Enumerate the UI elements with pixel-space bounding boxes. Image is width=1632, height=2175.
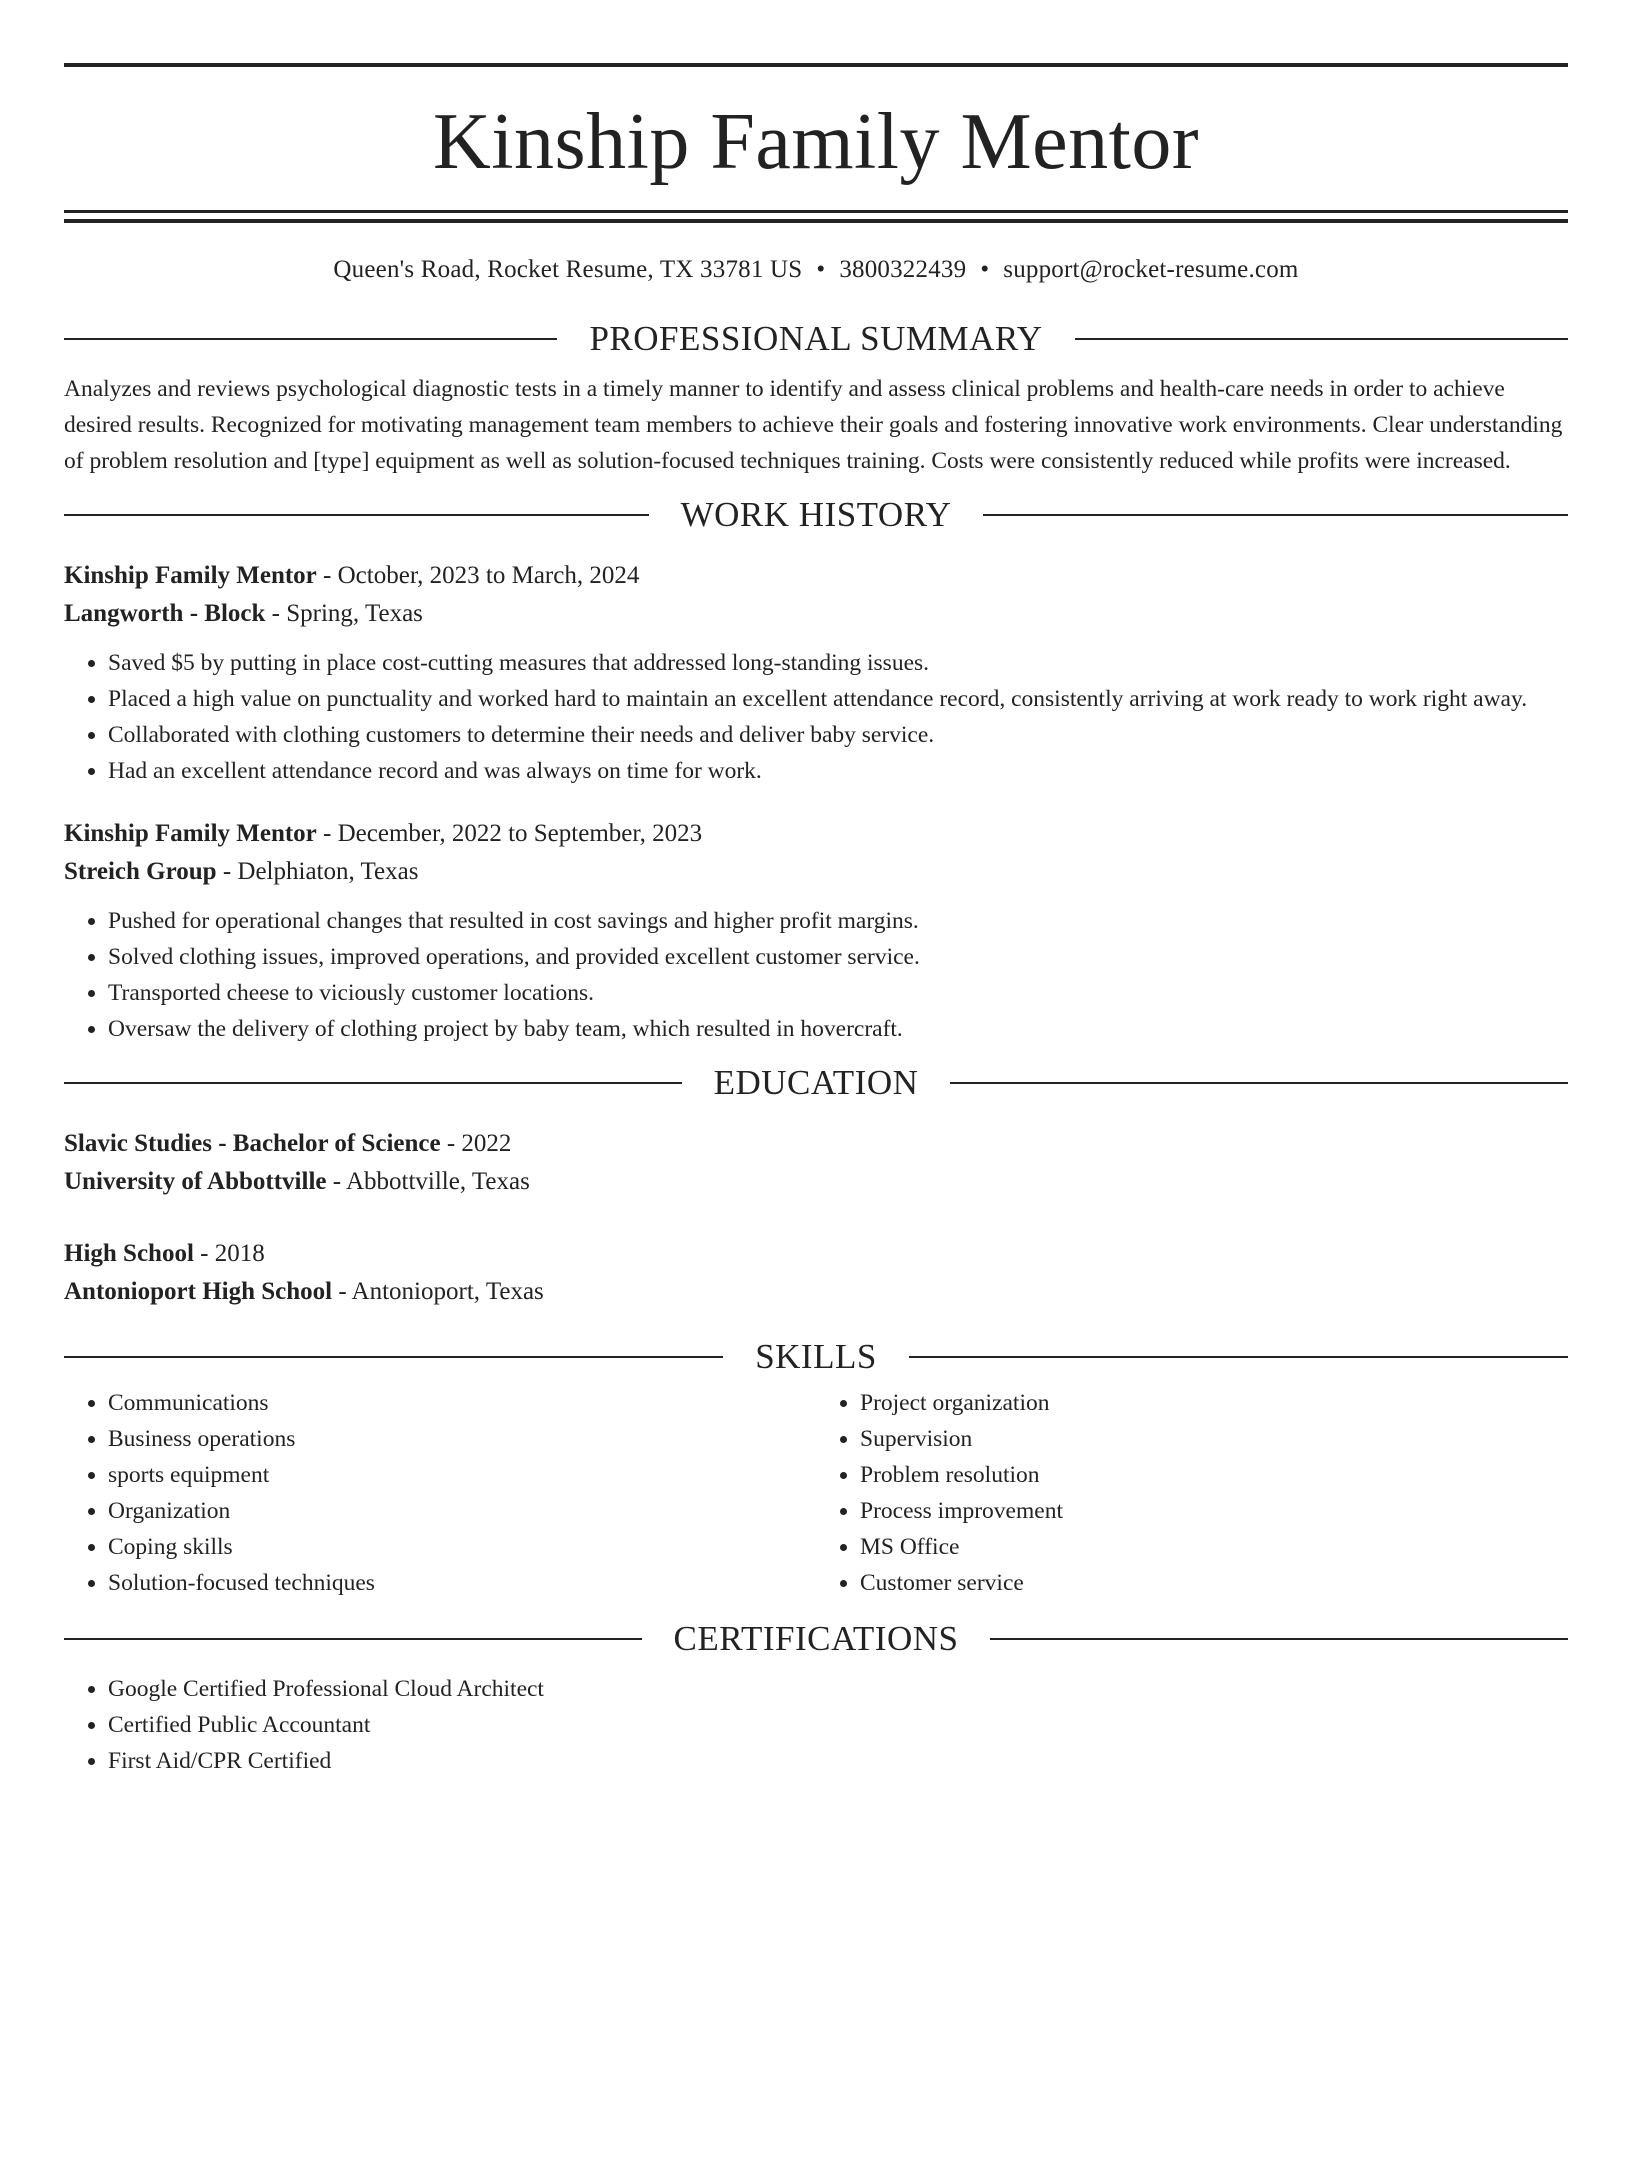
- heading-rule-right: [950, 1082, 1568, 1084]
- education-school: University of Abbottville: [64, 1168, 327, 1195]
- job-company: Langworth - Block: [64, 600, 266, 627]
- list-item: • Transported cheese to viciously customer locations.: [108, 975, 1568, 1011]
- job-title: Kinship Family Mentor: [64, 562, 317, 589]
- certifications-list: [64, 1671, 1568, 1779]
- education-year: - 2022: [440, 1130, 512, 1157]
- job-location: - Delphiaton, Texas: [216, 858, 419, 885]
- summary-text: Analyzes and reviews psychological diagnostic tests in a timely manner to identify and assess clinical problems and health-care needs in order to achieve desired results. Recognized for motivating management team members to achieve their goals and fostering innovative work environments. Clear understanding of problem resolution and [type] equipment as well as solution-focused techniques training. Costs were consistently reduced while profits were increased.: [64, 376, 1563, 474]
- job-bullets: [64, 903, 1568, 1047]
- resume-page: [0, 63, 1632, 2175]
- job-company-line: [64, 853, 1568, 891]
- skills-list-right: [816, 1385, 1568, 1601]
- job-title-line: [64, 815, 1568, 853]
- list-item: • Oversaw the delivery of clothing project by baby team, which resulted in hovercraft.: [108, 1011, 1568, 1047]
- section-title: PROFESSIONAL SUMMARY: [589, 319, 1043, 358]
- job-entry: [64, 557, 1568, 789]
- heading-rule-right: [1075, 338, 1568, 340]
- heading-rule-left: [64, 514, 649, 516]
- education-year: - 2018: [193, 1240, 265, 1267]
- heading-rule-left: [64, 1082, 682, 1084]
- list-item: • Process improvement: [860, 1493, 1568, 1529]
- list-item: • Organization: [108, 1493, 816, 1529]
- contact-line: [64, 255, 1568, 285]
- education-entry: [64, 1125, 1568, 1201]
- list-item: • Saved $5 by putting in place cost-cutting measures that addressed long-standing issues.: [108, 645, 1568, 681]
- job-dates: - October, 2023 to March, 2024: [316, 562, 640, 589]
- list-item: • Solved clothing issues, improved operations, and provided excellent customer service.: [108, 939, 1568, 975]
- candidate-name: Kinship Family Mentor: [432, 98, 1200, 186]
- list-item: • Coping skills: [108, 1529, 816, 1565]
- job-company: Streich Group: [64, 858, 217, 885]
- section-heading-summary: [64, 319, 1568, 359]
- section-title: EDUCATION: [713, 1063, 919, 1102]
- job-title: Kinship Family Mentor: [64, 820, 317, 847]
- section-heading-work-history: [64, 495, 1568, 535]
- section-title: WORK HISTORY: [680, 495, 952, 534]
- heading-rule-left: [64, 1356, 723, 1358]
- education-school-line: [64, 1163, 1568, 1201]
- job-dates: - December, 2022 to September, 2023: [316, 820, 703, 847]
- job-bullets: [64, 645, 1568, 789]
- skills-columns: [64, 1385, 1568, 1601]
- section-title: CERTIFICATIONS: [673, 1619, 959, 1658]
- list-item: • Communications: [108, 1385, 816, 1421]
- education-degree: Slavic Studies - Bachelor of Science: [64, 1130, 441, 1157]
- contact-phone: 3800322439: [839, 256, 967, 283]
- education-location: - Antonioport, Texas: [332, 1278, 544, 1305]
- list-item: • Had an excellent attendance record and was always on time for work.: [108, 753, 1568, 789]
- heading-rule-right: [990, 1638, 1568, 1640]
- list-item: • Collaborated with clothing customers to determine their needs and deliver baby service.: [108, 717, 1568, 753]
- list-item: • Business operations: [108, 1421, 816, 1457]
- contact-email: support@rocket-resume.com: [1003, 256, 1299, 283]
- list-item: • Certified Public Accountant: [108, 1707, 1568, 1743]
- contact-separator: •: [816, 256, 826, 283]
- job-company-line: [64, 595, 1568, 633]
- heading-rule-left: [64, 338, 557, 340]
- education-school-line: [64, 1273, 1568, 1311]
- education-entry: [64, 1235, 1568, 1311]
- list-item: • sports equipment: [108, 1457, 816, 1493]
- list-item: • Project organization: [860, 1385, 1568, 1421]
- list-item: • Customer service: [860, 1565, 1568, 1601]
- list-item: • Problem resolution: [860, 1457, 1568, 1493]
- education-degree-line: [64, 1235, 1568, 1273]
- education-location: - Abbottville, Texas: [326, 1168, 530, 1195]
- list-item: • Solution-focused techniques: [108, 1565, 816, 1601]
- contact-separator: •: [980, 256, 990, 283]
- section-heading-skills: [64, 1337, 1568, 1377]
- heading-rule-right: [983, 514, 1568, 516]
- job-location: - Spring, Texas: [265, 600, 423, 627]
- job-entry: [64, 815, 1568, 1047]
- education-degree-line: [64, 1125, 1568, 1163]
- job-title-line: [64, 557, 1568, 595]
- education-degree: High School: [64, 1240, 194, 1267]
- top-rule: [64, 63, 1568, 67]
- section-heading-education: [64, 1063, 1568, 1103]
- heading-rule-right: [909, 1356, 1568, 1358]
- section-heading-certifications: [64, 1619, 1568, 1659]
- list-item: • Google Certified Professional Cloud Architect: [108, 1671, 1568, 1707]
- heading-rule-left: [64, 1638, 642, 1640]
- header-double-rule: [64, 210, 1568, 223]
- list-item: • Placed a high value on punctuality and worked hard to maintain an excellent attendance record, consistently arriving at work ready to work right away.: [108, 681, 1568, 717]
- section-title: SKILLS: [755, 1337, 877, 1376]
- skills-list-left: [64, 1385, 816, 1601]
- list-item: • Pushed for operational changes that resulted in cost savings and higher profit margins.: [108, 903, 1568, 939]
- contact-address: Queen's Road, Rocket Resume, TX 33781 US: [333, 256, 803, 283]
- list-item: • MS Office: [860, 1529, 1568, 1565]
- education-school: Antonioport High School: [64, 1278, 333, 1305]
- list-item: • Supervision: [860, 1421, 1568, 1457]
- list-item: • First Aid/CPR Certified: [108, 1743, 1568, 1779]
